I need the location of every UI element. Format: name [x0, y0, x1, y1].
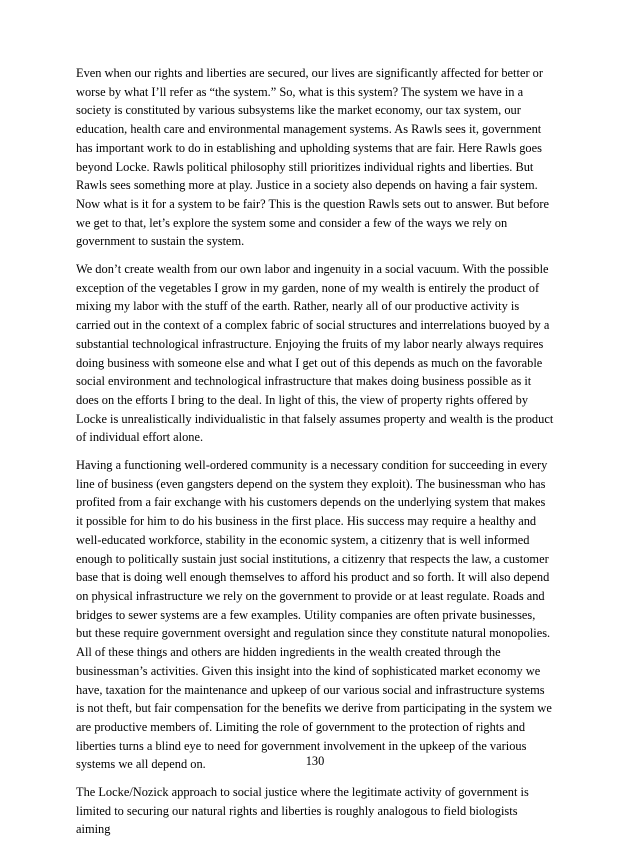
- paragraph-2: We don’t create wealth from our own labor and ingenuity in a social vacuum. With the possible exception of the vegetables I grow in my garden, none of my wealth is entirely the product of mixing my labor with the stuff of the earth. Rather, nearly all of our productive activity is carried out in the context of a complex fabric of social structures and interrelations buoyed by a substantial technological infrastructure. Enjoying the fruits of my labor nearly always requires doing business with someone else and what I get out of this depends as much on the favorable social environment and technological infrastructure that makes doing business possible as it does on the efforts I bring to the deal. In light of this, the view of property rights offered by Locke is unrealistically individualistic in that falsely assumes property and wealth is the product of individual effort alone.: [76, 262, 554, 445]
- body-text: [76, 64, 554, 848]
- paragraph-1: Even when our rights and liberties are secured, our lives are significantly affected for better or worse by what I’ll refer as “the system.” So, what is this system? The system we have in a society is constituted by various subsystems like the market economy, our tax system, our education, health care and environmental management systems. As Rawls sees it, government has important work to do in establishing and upholding systems that are fair. Here Rawls goes beyond Locke. Rawls political philosophy still prioritizes individual rights and liberties. But Rawls sees something more at play. Justice in a society also depends on having a fair system. Now what is it for a system to be fair? This is the question Rawls sets out to answer. But before we get to that, let’s explore the system some and consider a few of the ways we rely on government to sustain the system.: [76, 66, 549, 249]
- page-number: 130: [305, 754, 325, 768]
- paragraph-3: Having a functioning well-ordered community is a necessary condition for succeeding in every line of business (even gangsters depend on the system they exploit). The businessman who has profited from a fair exchange with his customers depends on the underlying system that makes it possible for him to do his business in the first place. His success may require a healthy and well-educated workforce, stability in the economic system, a citizenry that is well informed enough to politically sustain just social institutions, a citizenry that respects the law, a customer base that is doing well enough themselves to afford his product and so forth. It will also depend on physical infrastructure we rely on the government to provide or at least regulate. Roads and bridges to sewer systems are a few examples. Utility companies are often private businesses, but these require government oversight and regulation since they constitute natural monopolies. All of these things and others are hidden ingredients in the wealth created through the businessman’s activities. Given this insight into the kind of sophisticated market economy we have, taxation for the maintenance and upkeep of our various social and infrastructure systems is not theft, but fair compensation for the benefits we derive from participating in the system we are productive members of. Limiting the role of government to the protection of rights and liberties turns a blind eye to need for government involvement in the upkeep of the various systems we all depend on.: [76, 458, 552, 772]
- paragraph-4: The Locke/Nozick approach to social justice where the legitimate activity of government is limited to securing our natural rights and liberties is roughly analogous to field biologists aiming: [76, 785, 529, 837]
